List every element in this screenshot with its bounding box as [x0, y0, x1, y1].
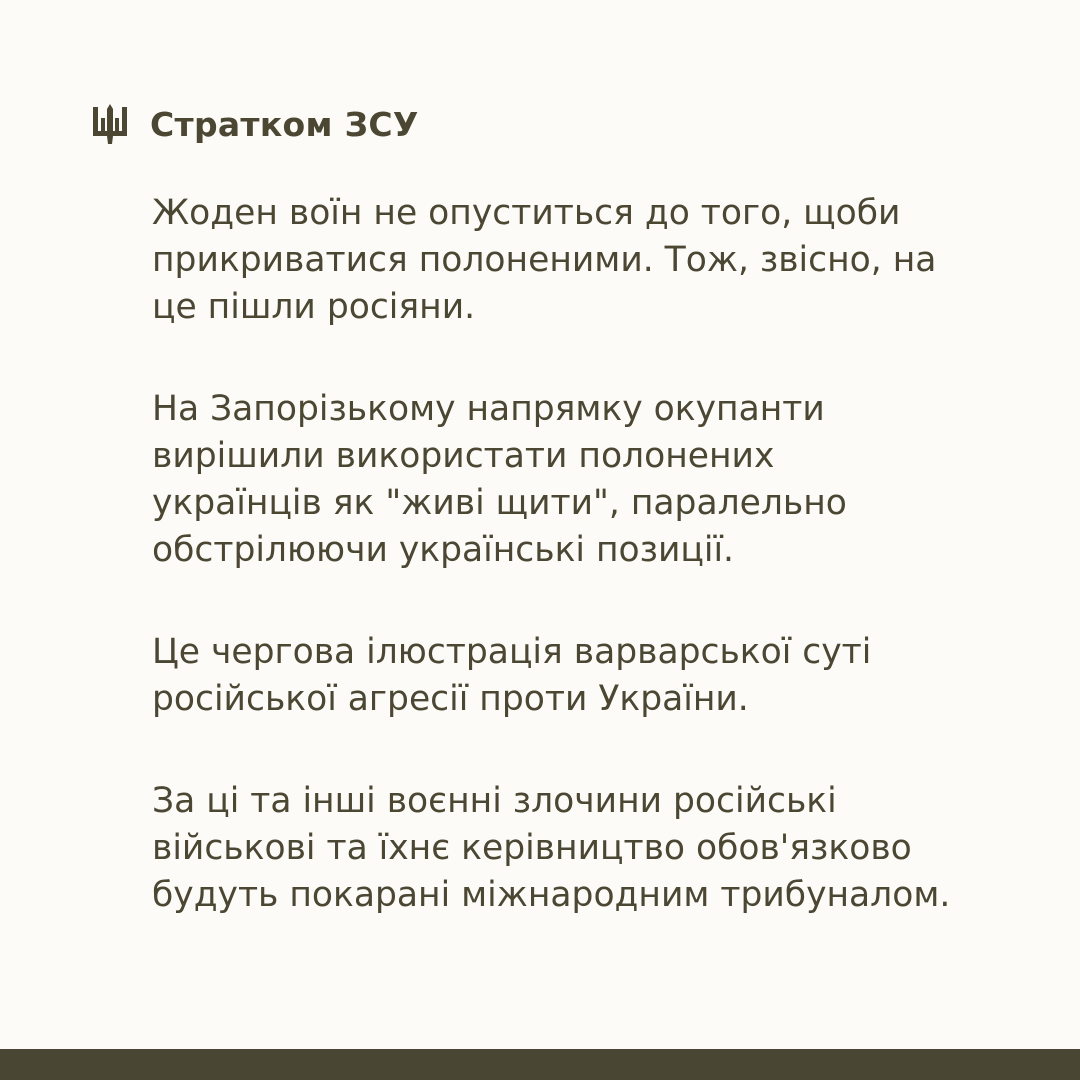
text-line: На Запорізькому напрямку окупанти [152, 389, 825, 429]
text-line: військові та їхнє керівництво обов'язково [152, 828, 912, 868]
post-body [152, 190, 1002, 974]
text-line: будуть покарані міжнародним трибуналом. [152, 875, 951, 915]
text-line: обстрілюючи українські позиції. [152, 530, 735, 570]
text-line: Це чергова ілюстрація варварської суті [152, 632, 872, 672]
trident-icon [92, 104, 128, 144]
header [92, 104, 419, 144]
text-line: це пішли росіяни. [152, 287, 476, 327]
text-line: За ці та інші воєнні злочини російські [152, 781, 837, 821]
page-title: Стратком ЗСУ [150, 104, 419, 144]
text-line: українців як "живі щити", паралельно [152, 483, 847, 523]
text-line: російської агресії проти України. [152, 679, 749, 719]
text-line: Жоден воїн не опуститься до того, щоби [152, 193, 901, 233]
paragraph [152, 778, 1002, 919]
paragraph [152, 629, 1002, 723]
paragraph [152, 190, 1002, 331]
text-line: прикриватися полоненими. Тож, звісно, на [152, 240, 937, 280]
footer-bar [0, 1049, 1080, 1080]
text-line: вирішили використати полонених [152, 436, 775, 476]
paragraph [152, 386, 1002, 574]
